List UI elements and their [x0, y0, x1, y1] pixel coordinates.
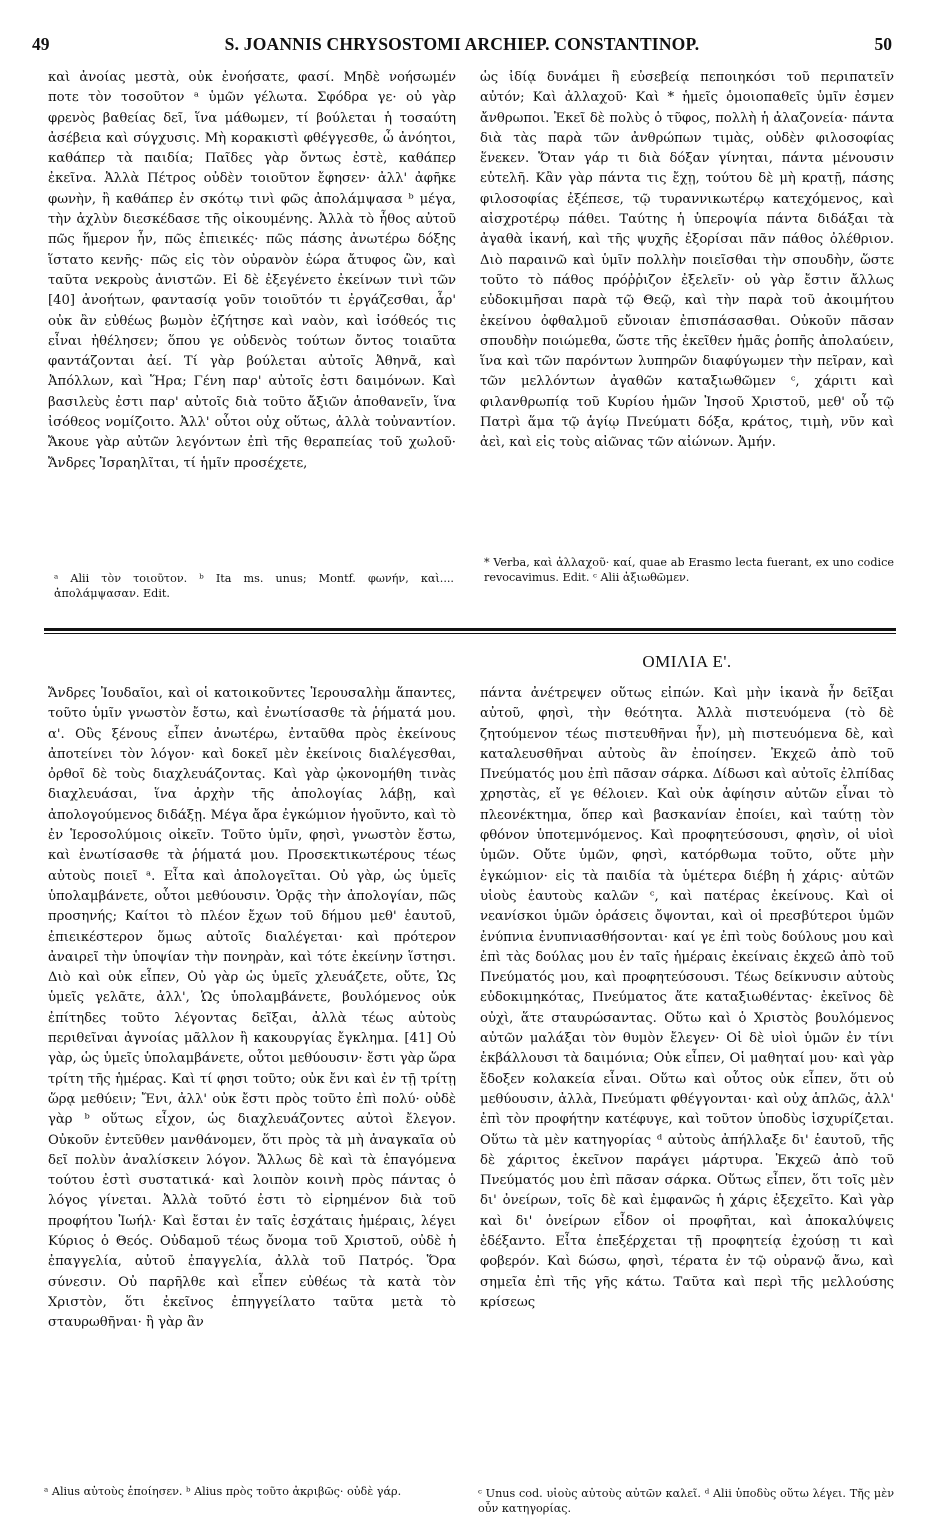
text-column-top-left [48, 68, 456, 474]
running-head [32, 34, 892, 58]
footnote: * Verba, καὶ ἀλλαχοῦ· καί, quae ab Erasmo lecta fuerant, ex uno codice revocavimus. Edit. ᶜ Alii ἀξιωθῶμεν. [484, 556, 894, 584]
section-divider-thin [44, 633, 896, 634]
section-divider [44, 628, 896, 631]
paragraph: Ἄνδρες Ἰουδαῖοι, καὶ οἱ κατοικοῦντες Ἱερουσαλὴμ ἅπαντες, τοῦτο ὑμῖν γνωστὸν ἔστω, καὶ ἐνωτίσασθε τὰ ῥήματά μου. α'. Οὓς ξένους εἶπεν ἀνωτέρω, ἐνταῦθα πρὸς ἐκείνους ἀποτείνει τὸν λόγον· καὶ δοκεῖ μὲν ἐκείνοις διαλέγεσθαι, ὀρθοῖ δὲ τοὺς διαχλευάζοντας. Καὶ γὰρ ᾠκονομήθη τινὰς διαχλευάσαι, ἵνα ἀρχὴν τῆς ἀπολογίας λάβῃ, καὶ ἀπολογούμενος διδάξῃ. Μέγα ἄρα ἐγκώμιον ἡγοῦντο, καὶ τὸ ἐν Ἱεροσολύμοις οἰκεῖν. Τοῦτο ὑμῖν, φησὶ, γνωστὸν ἔστω, καὶ ἐνωτίσασθε τὰ ῥήματά μου. Προσεκτικωτέρους τέως αὐτοὺς ποιεῖ ᵃ. Εἶτα καὶ ἀπολογεῖται. Οὐ γὰρ, ὡς ὑμεῖς ὑπολαμβάνετε, οὗτοι μεθύουσιν. Ὁρᾷς τὴν ἀπολογίαν, πῶς προσηνής; Καίτοι τὸ πλέον ἔχων τοῦ δήμου μεθ' ἑαυτοῦ, ἐπιεικέστερον ὅμως αὐτοῖς διαλέγεται· καὶ πρότερον ἀναιρεῖ τὴν ὑποψίαν τὴν πονηρὰν, καὶ τότε ἐκείνην ἵστησι. Διὸ καὶ οὐκ εἶπεν, Οὐ γὰρ ὡς ὑμεῖς χλευάζετε, οὔτε, Ὡς ὑμεῖς γελᾶτε, ἀλλ', Ὡς ὑπολαμβάνετε, βουλόμενος οὐκ ἐπίτηδες τοῦτο λέγοντας δεῖξαι, ἀλλὰ τέως αὐτοὺς περιθεῖναι ἀγνοίας μᾶλλον ἢ κακουργίας ἔγκλημα. [41] Οὐ γὰρ, ὡς ὑμεῖς ὑπολαμβάνετε, οὗτοι μεθύουσιν· ἔστι γὰρ ὥρα τρίτη τῆς ἡμέρας. Καὶ τί φησι τοῦτο; οὐκ ἔνι καὶ ἐν τῇ τρίτῃ ὥρᾳ μεθύειν; Ἔνι, ἀλλ' οὐκ ἔστι πρὸς τοῦτο ἐπὶ πολύ· οὐδὲ γὰρ ᵇ οὕτως εἶχον, ὡς διαχλευάζοντες αὐτοὶ ἔλεγον. Οὐκοῦν ἐντεῦθεν μανθάνομεν, ὅτι πρὸς τὰ μὴ ἀναγκαῖα οὐ δεῖ πολὺν ἀναλίσκειν λόγον. Ἄλλως δὲ καὶ τὰ ἐπαγόμενα τούτου ἐστὶ συστατικά· καὶ λοιπὸν κοινὴ πρὸς πάντας ὁ λόγος γίνεται. Ἀλλὰ τοῦτό ἐστι τὸ εἰρημένον διὰ τοῦ προφήτου Ἰωήλ· Καὶ ἔσται ἐν ταῖς ἐσχάταις ἡμέραις, λέγει Κύριος ὁ Θεός. Οὐδαμοῦ τέως ὄνομα τοῦ Χριστοῦ, οὐδὲ ἡ ἐπαγγελία, αὐτοῦ ἐπαγγελία, ἀλλὰ τοῦ Πατρός. Ὅρα σύνεσιν. Οὐ παρῆλθε καὶ εἶπεν εὐθέως τὰ κατὰ τὸν Χριστὸν, ὅτι ἐκεῖνος ἐπηγγείλατο ταῦτα μετὰ τὸ σταυρωθῆναι· ἢ γὰρ ἂν [48, 686, 456, 1331]
footnotes-bottom-right [478, 1486, 894, 1516]
text-column-bottom-right [480, 684, 894, 1313]
homily-title: ΟΜΙΛΙΑ Ε'. [642, 652, 732, 671]
footnote: ᶜ Unus cod. υἱοὺς αὐτοὺς αὐτῶν καλεῖ. ᵈ Alii ὑποδὺς οὕτω λέγει. Τῆς μὲν οὖν κατηγορίας. [478, 1487, 894, 1515]
running-title: S. JOANNIS CHRYSOSTOMI ARCHIEP. CONSTANTINOP. [224, 34, 700, 54]
paragraph: ὡς ἰδίᾳ δυνάμει ἢ εὐσεβείᾳ πεποιηκόσι τοῦ περιπατεῖν αὐτόν; Καὶ ἀλλαχοῦ· Καὶ * ἡμεῖς ὁμοιοπαθεῖς ὑμῖν ἐσμεν ἄνθρωποι. Ἐκεῖ δὲ πολὺς ὁ τῦφος, πολλὴ ἡ ἀλαζονεία· πάντα διὰ τὰς παρὰ τῶν ἀνθρώπων τιμὰς, οὐδὲν φιλοσοφίας ἕνεκεν. Ὅταν γάρ τι διὰ δόξαν γίνηται, πάντα μένουσιν εὐτελῆ. Κἂν γὰρ πάντα τις ἔχῃ, τούτου δὲ μὴ κρατῇ, πάσης φιλοσοφίας ἐξέπεσε, τῷ τυραννικωτέρῳ κατεχόμενος, καὶ αἰσχροτέρῳ πάθει. Ταύτης ἡ ὑπεροψία πάντα διδάξαι τὰ ἀγαθὰ ἱκανή, καὶ τῆς ψυχῆς ἐξορίσαι πᾶν πάθος ὀλέθριον. Διὸ παραινῶ καὶ ὑμῖν πολλὴν ποιεῖσθαι τὴν σπουδὴν, ὥστε τοῦτο τὸ πάθος πρόῤῥιζον ἐξελεῖν· οὐ γὰρ ἔστιν ἄλλως εὐδοκιμῆσαι παρὰ τῷ Θεῷ, καὶ τὴν παρὰ τοῦ ἀκοιμήτου ἐκείνου ὀφθαλμοῦ εὔνοιαν ἐπισπάσασθαι. Οὐκοῦν πᾶσαν σπουδὴν ποιώμεθα, ὥστε τῆς ἐκεῖθεν ἡμᾶς ῥοπῆς ἀπολαύειν, ἵνα καὶ τῶν παρόντων λυπηρῶν διαφύγωμεν τὴν πεῖραν, καὶ τῶν μελλόντων ἀγαθῶν καταξιωθῶμεν ᶜ, χάριτι καὶ φιλανθρωπίᾳ τοῦ Κυρίου ἡμῶν Ἰησοῦ Χριστοῦ, μεθ' οὗ τῷ Πατρὶ ἅμα τῷ ἁγίῳ Πνεύματι δόξα, κράτος, τιμὴ, νῦν καὶ ἀεὶ, καὶ εἰς τοὺς αἰῶνας τῶν αἰώνων. Ἀμήν. [480, 70, 894, 451]
footnotes-top-right [484, 555, 894, 585]
paragraph: καὶ ἀνοίας μεστὰ, οὐκ ἐνοήσατε, φασί. Μηδὲ νοήσωμέν ποτε τὸν τοσοῦτον ᵃ ὑμῶν γέλωτα. Σφόδρα γε· οὐ γὰρ φρενὸς βαθείας δεῖ, ἵνα μάθωμεν, τί βούλεται ἡ τοσαύτη ἀσέβεια καὶ σύγχυσις. Μὴ κορακιστὶ φθέγγεσθε, ὦ ἀνόητοι, καθάπερ τὰ παιδία; Παῖδες γὰρ ὄντως ἐστὲ, καθάπερ ἐκεῖνα. Ἀλλὰ Πέτρος οὐδὲν τοιοῦτον ἔφησεν· ἀλλ' ἀφῆκε φωνὴν, ἢ καθάπερ ἐν σκότῳ τινὶ φῶς ἀπολάμψασα ᵇ μέγα, τὴν ἀχλὺν διεσκέδασε τῆς οἰκουμένης. Ἀλλὰ τὸ ἦθος αὐτοῦ πῶς ἥμερον ἦν, πῶς ἐπιεικές· πῶς πάσης ἀνωτέρω δόξης ἵστατο κενῆς· πῶς εἰς τὸν οὐρανὸν ἑώρα ἄτυφος ὢν, καὶ ταῦτα νεκροὺς ἀνιστῶν. Εἰ δὲ ἐξεγένετο ἐκείνων τινὶ τῶν [40] ἀνοήτων, φαντασίᾳ γοῦν τοιοῦτόν τι ἐργάζεσθαι, ἆρ' οὐκ ἂν εὐθέως βωμὸν ἐζήτησε καὶ ναὸν, καὶ ἰσόθεός τις εἶναι ἠθέλησεν; ὅπου γε οὐδενὸς τούτων ὄντος τοιαῦτα φαντάζονται ἀεί. Τί γὰρ βούλεται αὐτοῖς Ἀθηνᾶ, καὶ Ἀπόλλων, καὶ Ἥρα; Γένη παρ' αὐτοῖς ἐστι δαιμόνων. Καὶ βασιλεὺς ἐστι παρ' αὐτοῖς διὰ τοῦτο ἄξιῶν ἀποθανεῖν, ἵνα ἰσόθεος νομίζοιτο. Ἀλλ' οὗτοι οὐχ οὕτως, ἀλλὰ τοὐναντίον. Ἄκουε γὰρ αὐτῶν λεγόντων ἐπὶ τῆς θεραπείας τοῦ χωλοῦ· Ἄνδρες Ἰσραηλῖται, τί ἡμῖν προσέχετε, [48, 70, 456, 471]
text-column-bottom-left [48, 684, 456, 1334]
footnote: ᵃ Alius αὐτοὺς ἐποίησεν. ᵇ Alius πρὸς τοῦτο ἀκριβῶς· οὐδὲ γάρ. [44, 1485, 402, 1498]
footnotes-bottom-left [44, 1484, 444, 1499]
text-column-top-right [480, 68, 894, 454]
page-number-left: 49 [32, 34, 50, 54]
footnote: ᵃ Alii τὸν τοιοῦτον. ᵇ Ita ms. unus; Montf. φωνήν, καὶ.... ἀπολάμψασαν. Edit. [54, 572, 454, 600]
page-number-right: 50 [874, 34, 892, 54]
paragraph: πάντα ἀνέτρεψεν οὕτως εἰπών. Καὶ μὴν ἱκανὰ ἦν δεῖξαι αὐτοῦ, φησὶ, τὴν θεότητα. Ἀλλὰ πιστευόμενα (τὸ δὲ ζητούμενον τέως πιστευθῆναι ἦν), μὴ πιστευόμενα δὲ, καὶ καταλευσθῆναι αὐτοὺς ἂν ἐποίησεν. Ἐκχεῶ ἀπὸ τοῦ Πνεύματός μου ἐπὶ πᾶσαν σάρκα. Δίδωσι καὶ αὐτοῖς ἐλπίδας χρηστὰς, εἴ γε θέλοιεν. Καὶ οὐκ ἀφίησιν αὐτῶν εἶναι τὸ πλεονέκτημα, ὅπερ καὶ βασκανίαν ἐποίει, καὶ ταύτῃ τὸν φθόνον ὑποτεμνόμενος. Καὶ προφητεύσουσι, φησὶν, οἱ υἱοὶ ὑμῶν. Οὔτε ὑμῶν, φησὶ, κατόρθωμα τοῦτο, οὔτε μὴν ἐγκώμιον· εἰς τὰ παιδία τὰ ὑμέτερα διέβη ἡ χάρις· αὐτῶν υἱοὺς ἑαυτοὺς καλῶν ᶜ, καὶ πατέρας ἐκείνους. Καὶ οἱ νεανίσκοι ὑμῶν ὁράσεις ὄψονται, καὶ οἱ πρεσβύτεροι ὑμῶν ἐνύπνια ἐνυπνιασθήσονται· καί γε ἐπὶ τοὺς δούλους μου καὶ ἐπὶ τὰς δούλας μου ἐν ταῖς ἡμέραις ἐκείναις ἐκχεῶ ἀπὸ τοῦ Πνεύματός μου, καὶ προφητεύσουσι. Τέως δείκνυσιν αὐτοὺς εὐδοκιμηκότας, Πνεύματος ἅτε καταξιωθέντας· ἐκεῖνος δὲ οὐχὶ, ἅτε σταυρώσαντας. Οὕτω καὶ ὁ Χριστὸς βουλόμενος αὐτῶν μαλάξαι τὸν θυμὸν ἔλεγεν· Οἱ δὲ υἱοὶ ὑμῶν ἐν τίνι ἐκβάλλουσι τὰ δαιμόνια; Οὐκ εἶπεν, Οἱ μαθηταί μου· καὶ γὰρ ἔδοξεν κολακεία εἶναι. Οὕτω καὶ οὗτος οὐκ εἶπεν, ὅτι οὐ μεθύουσιν, ἀλλὰ, Πνεύματι φθέγγονται· καὶ οὐχ ἁπλῶς, ἀλλ' ἐπὶ τὸν προφήτην κατέφυγε, καὶ τοῦτον ὑποδὺς ἰσχυρίζεται. Οὕτω τὰ μὲν κατηγορίας ᵈ αὐτοὺς ἀπήλλαξε δι' ἑαυτοῦ, τῆς δὲ χάριτος ἐκεῖνον παράγει μάρτυρα. Ἐκχεῶ ἀπὸ τοῦ Πνεύματός μου ἐπὶ πᾶσαν σάρκα. Οὕτως εἶπεν, ὅτι τοῖς μὲν δι' ὀνείρων, τοῖς δὲ καὶ ἐμφανῶς ἡ χάρις ἐξεχεῖτο. Καὶ γὰρ καὶ δι' ὀνείρων εἶδον οἱ προφῆται, καὶ ἀποκαλύψεις ἐδέξαντο. Εἶτα ἐπεξέρχεται τῇ προφητείᾳ ἐχούσῃ τι καὶ φοβερόν. Καὶ δώσω, φησὶ, τέρατα ἐν τῷ οὐρανῷ ἄνω, καὶ σημεῖα ἐπὶ τῆς γῆς κάτω. Ταῦτα καὶ περὶ τῆς μελλούσης κρίσεως [480, 686, 894, 1310]
footnotes-top-left [54, 571, 454, 601]
